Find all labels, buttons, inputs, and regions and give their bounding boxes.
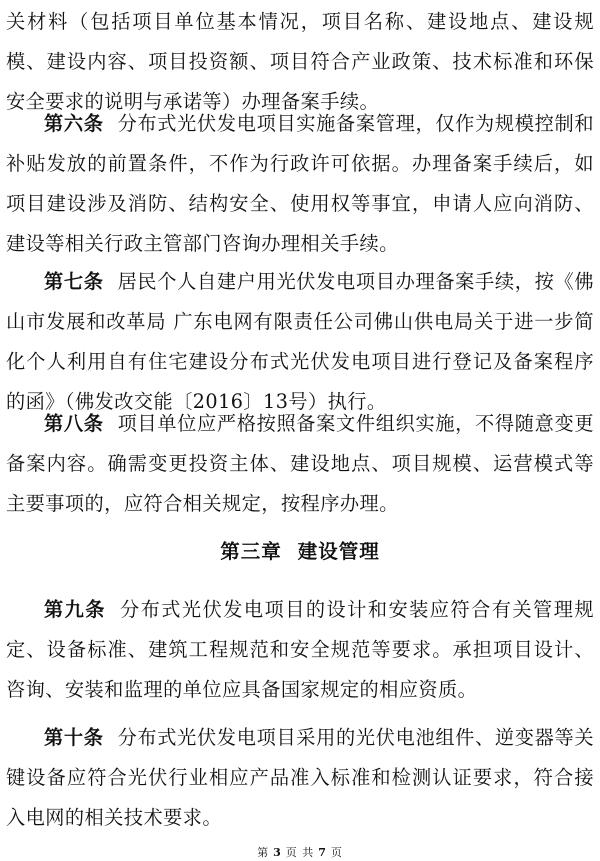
chapter-title: 建设管理	[297, 540, 380, 563]
footer-prefix: 第	[257, 846, 270, 859]
footer-page-number: 3	[273, 846, 282, 859]
article-9	[6, 590, 594, 710]
article-text: 分布式光伏发电项目采用的光伏电池组件、逆变器等关键设备应符合光伏行业相应产品准入标准和检测认证要求，符合接入电网的相关技术要求。	[6, 726, 594, 829]
article-6	[6, 104, 594, 264]
article-heading: 第九条	[44, 598, 106, 621]
footer-suffix: 页	[330, 846, 343, 859]
article-heading: 第六条	[44, 112, 104, 135]
footer-middle: 页 共	[285, 846, 315, 859]
chapter-number: 第三章	[220, 540, 282, 563]
footer-total-pages: 7	[318, 846, 327, 859]
article-10	[6, 718, 594, 838]
article-text: 居民个人自建户用光伏发电项目办理备案手续，按《佛山市发展和改革局 广东电网有限责任公司佛山供电局关于进一步简化个人利用自有住宅建设分布式光伏发电项目进行登记及备案程序的函》（佛发改交能〔2016〕13号）执行。	[6, 270, 594, 413]
paragraph-text: 关材料（包括项目单位基本情况，项目名称、建设地点、建设规模、建设内容、项目投资额、项目符合产业政策、技术标准和环保安全要求的说明与承诺等）办理备案手续。	[6, 10, 594, 113]
article-text: 分布式光伏发电项目实施备案管理，仅作为规模控制和补贴发放的前置条件，不作为行政许可依据。办理备案手续后，如项目建设涉及消防、结构安全、使用权等事宜，申请人应向消防、建设等相关行政主管部门咨询办理相关手续。	[6, 112, 594, 255]
article-text: 分布式光伏发电项目的设计和安装应符合有关管理规定、设备标准、建筑工程规范和安全规范等要求。承担项目设计、咨询、安装和监理的单位应具备国家规定的相应资质。	[6, 598, 594, 701]
chapter-heading	[0, 536, 600, 564]
page-footer	[0, 844, 600, 860]
article-8	[6, 404, 594, 524]
article-heading: 第十条	[44, 726, 104, 749]
article-text: 项目单位应严格按照备案文件组织实施，不得随意变更备案内容。确需变更投资主体、建设地点、项目规模、运营模式等主要事项的，应符合相关规定，按程序办理。	[6, 412, 594, 515]
article-7	[6, 262, 594, 422]
article-heading: 第七条	[44, 270, 104, 293]
article-heading: 第八条	[44, 412, 104, 435]
